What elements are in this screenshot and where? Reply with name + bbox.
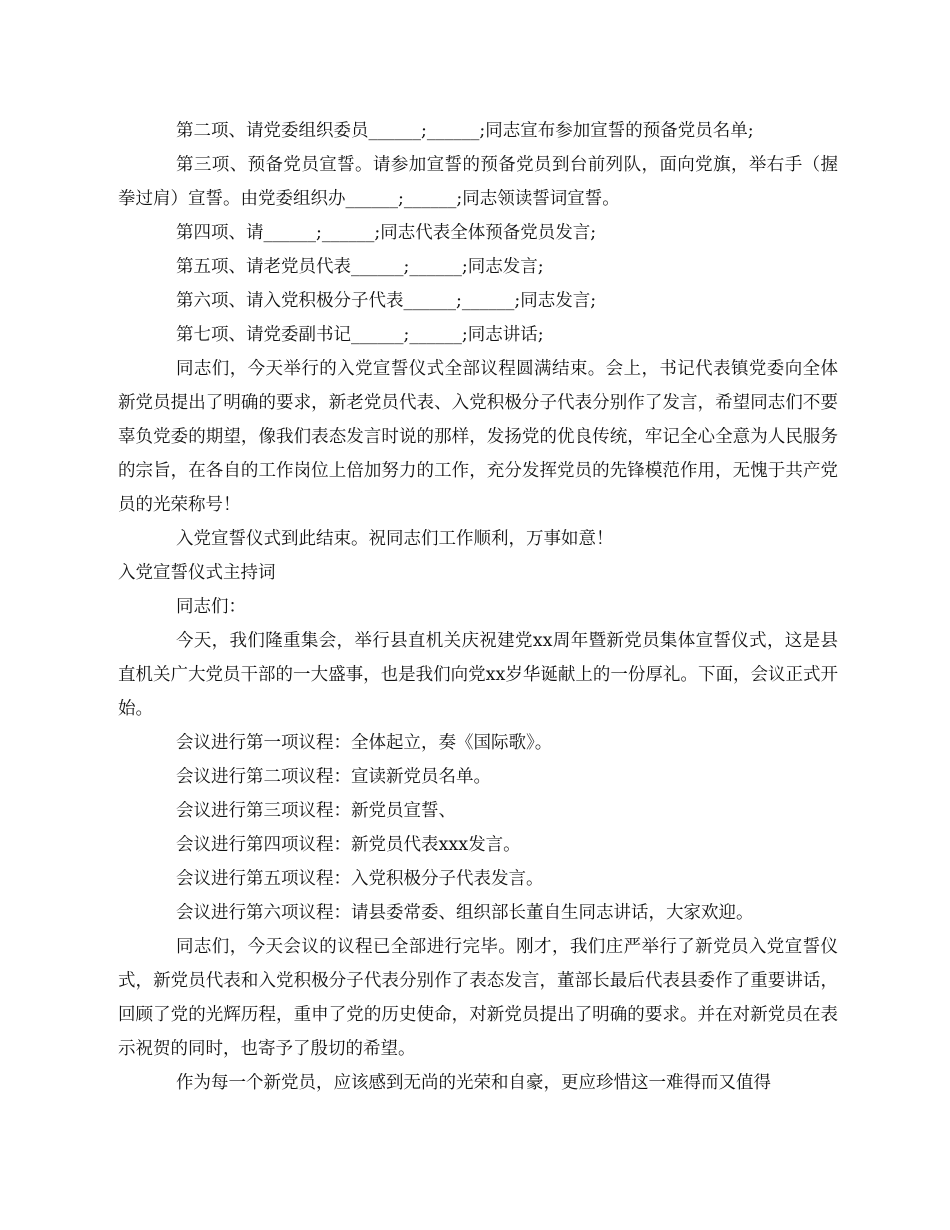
- meeting-item-1: 会议进行第一项议程：全体起立，奏《国际歌》。: [176, 733, 553, 753]
- meeting-item-3: 会议进行第三项议程：新党员宣誓、: [176, 801, 456, 821]
- agenda-item-5: 第五项、请老党员代表______;______;同志发言;: [176, 257, 544, 277]
- meeting-item-2: 会议进行第二项议程：宣读新党员名单。: [176, 767, 491, 787]
- closing-paragraph: 同志们，今天举行的入党宣誓仪式全部议程圆满结束。会上，书记代表镇党委向全体新党员提出了明确的要求，新老党员代表、入党积极分子代表分别作了发言，希望同志们不要辜负党委的期望，像我们表态发言时说的那样，发扬党的优良传统，牢记全心全意为人民服务的宗旨，在各自的工作岗位上倍加努力的工作，充分发挥党员的先锋模范作用，无愧于共产党员的光荣称号！: [118, 359, 838, 515]
- document-body: [118, 114, 838, 1100]
- opening-paragraph: 今天，我们隆重集会，举行县直机关庆祝建党xx周年暨新党员集体宣誓仪式，这是县直机关广大党员干部的一大盛事，也是我们向党xx岁华诞献上的一份厚礼。下面，会议正式开始。: [118, 631, 838, 719]
- ceremony-end-paragraph: 入党宣誓仪式到此结束。祝同志们工作顺利，万事如意！: [176, 529, 614, 549]
- agenda-item-2: 第二项、请党委组织委员______;______;同志宣布参加宣誓的预备党员名单;: [176, 121, 754, 141]
- agenda-item-4: 第四项、请______;______;同志代表全体预备党员发言;: [176, 223, 597, 243]
- meeting-item-6: 会议进行第六项议程：请县委常委、组织部长董自生同志讲话，大家欢迎。: [176, 903, 754, 923]
- meeting-item-5: 会议进行第五项议程：入党积极分子代表发言。: [176, 869, 544, 889]
- meeting-item-4: 会议进行第四项议程：新党员代表xxx发言。: [176, 835, 521, 855]
- agenda-item-3: 第三项、预备党员宣誓。请参加宣誓的预备党员到台前列队，面向党旗，举右手（握拳过肩）宣誓。由党委组织办______;______;同志领读誓词宣誓。: [118, 155, 838, 209]
- agenda-item-7: 第七项、请党委副书记______;______;同志讲话;: [176, 325, 544, 345]
- salutation: 同志们：: [176, 597, 246, 617]
- summary-paragraph: 同志们，今天会议的议程已全部进行完毕。刚才，我们庄严举行了新党员入党宣誓仪式，新党员代表和入党积极分子代表分别作了表态发言，董部长最后代表县委作了重要讲话，回顾了党的光辉历程，重申了党的历史使命，对新党员提出了明确的要求。并在对新党员在表示祝贺的同时，也寄予了殷切的希望。: [118, 937, 838, 1059]
- final-paragraph: 作为每一个新党员，应该感到无尚的光荣和自豪，更应珍惜这一难得而又值得: [176, 1073, 771, 1093]
- agenda-item-6: 第六项、请入党积极分子代表______;______;同志发言;: [176, 291, 597, 311]
- section-title: 入党宣誓仪式主持词: [118, 563, 276, 583]
